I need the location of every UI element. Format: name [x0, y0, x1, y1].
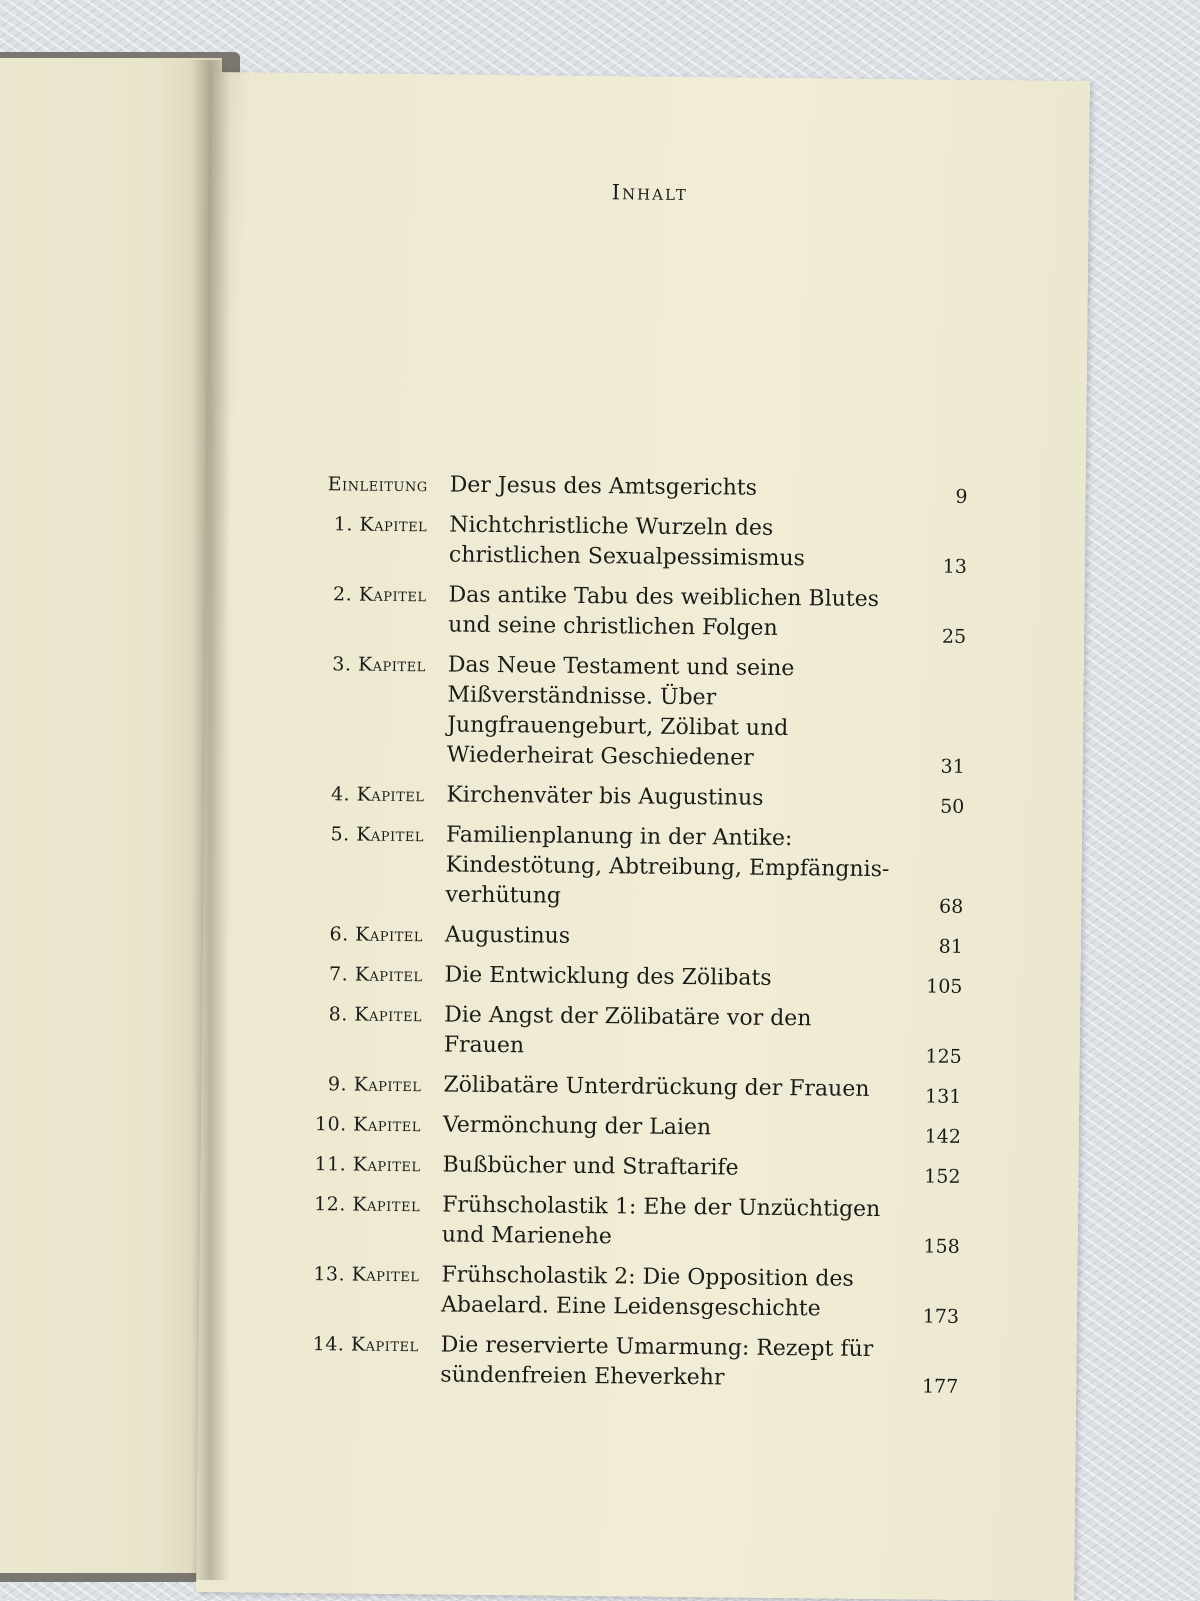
toc-list — [258, 469, 988, 1396]
toc-label: 3. Kapitel — [332, 653, 426, 677]
toc-entry — [268, 469, 988, 507]
toc-title: Bußbücher und Straftarife — [442, 1152, 739, 1181]
toc-page-number: 25 — [941, 625, 967, 648]
toc-label: 14. Kapitel — [312, 1333, 419, 1357]
toc-label: 5. Kapitel — [330, 823, 425, 847]
toc-entry — [258, 1329, 979, 1397]
toc-label: 12. Kapitel — [314, 1193, 421, 1217]
toc-page-number: 131 — [924, 1085, 962, 1108]
toc-title: Vermönchung der Laien — [442, 1112, 712, 1141]
toc-page-number: 68 — [938, 895, 964, 918]
toc-entry — [263, 919, 983, 957]
toc-entry — [261, 1069, 981, 1107]
toc-entry — [263, 819, 984, 917]
toc-page-number: 50 — [940, 795, 965, 818]
toc-entry — [260, 1149, 980, 1187]
toc-label: 8. Kapitel — [328, 1003, 423, 1027]
toc-page-number: 173 — [922, 1305, 960, 1328]
toc-title: Kirchenväter bis Augustinus — [446, 782, 764, 811]
toc-title: Nichtchristliche Wurzeln des christlichen Sexualpessimismus — [448, 512, 806, 572]
toc-page-number: 31 — [940, 755, 965, 778]
toc-page-number: 158 — [923, 1235, 960, 1258]
spine-shadow — [190, 60, 230, 1580]
toc-title: Das antike Tabu des weiblichen Blutes und seine christlichen Folgen — [448, 582, 880, 641]
toc-entry — [261, 1109, 981, 1147]
toc-label: 10. Kapitel — [314, 1113, 422, 1137]
toc-entry — [264, 779, 984, 817]
toc-title: Familienplanung in der Antike: Kindestötung, Abtreibung, Empfängnis-verhütung — [445, 822, 890, 909]
toc-title: Das Neue Testament und seine Mißverständnisse. Über Jungfrauengeburt, Zölibat und Wiederheirat Geschiedener — [446, 652, 795, 771]
toc-page-number: 152 — [924, 1165, 961, 1188]
toc-label: 11. Kapitel — [314, 1153, 421, 1177]
toc-label: 6. Kapitel — [329, 923, 424, 947]
toc-label: 13. Kapitel — [313, 1263, 420, 1287]
toc-entry — [259, 1259, 980, 1327]
toc-label: Einleitung — [327, 473, 428, 497]
toc-entry — [265, 649, 986, 777]
toc-page-number: 142 — [924, 1125, 962, 1148]
toc-entry — [260, 1189, 981, 1257]
toc-entry — [267, 509, 988, 577]
toc-label: 1. Kapitel — [333, 513, 428, 537]
toc-title: Augustinus — [444, 922, 571, 949]
toc-page-number: 177 — [921, 1375, 959, 1398]
toc-title: Die reservierte Umarmung: Rezept für sündenfreien Eheverkehr — [440, 1332, 874, 1391]
toc-page-number: 105 — [926, 975, 963, 998]
toc-label: 2. Kapitel — [332, 583, 427, 607]
toc-title: Der Jesus des Amtsgerichts — [449, 472, 758, 501]
toc-title: Zölibatäre Unterdrückung der Frauen — [443, 1072, 870, 1102]
toc-title: Frühscholastik 1: Ehe der Unzüchtigen und Marienehe — [441, 1192, 881, 1250]
toc-title: Die Entwicklung des Zölibats — [444, 962, 772, 991]
toc-title: Die Angst der Zölibatäre vor den Frauen — [443, 1002, 812, 1059]
toc-label: 4. Kapitel — [330, 783, 425, 807]
toc-page-number: 13 — [942, 555, 967, 578]
toc-page-number: 125 — [925, 1045, 962, 1068]
toc-page-number: 9 — [955, 485, 968, 508]
toc-label: 9. Kapitel — [327, 1073, 422, 1097]
table-of-contents-page — [196, 72, 1090, 1601]
toc-entry — [262, 959, 982, 997]
toc-title: Frühscholastik 2: Die Opposition des Abaelard. Eine Leidensgeschichte — [440, 1262, 854, 1322]
toc-label: 7. Kapitel — [329, 963, 423, 987]
left-page — [0, 58, 222, 1573]
toc-page-number: 81 — [938, 935, 963, 958]
toc-entry — [262, 999, 983, 1067]
page-heading: Inhalt — [611, 180, 688, 205]
toc-entry — [266, 579, 987, 647]
